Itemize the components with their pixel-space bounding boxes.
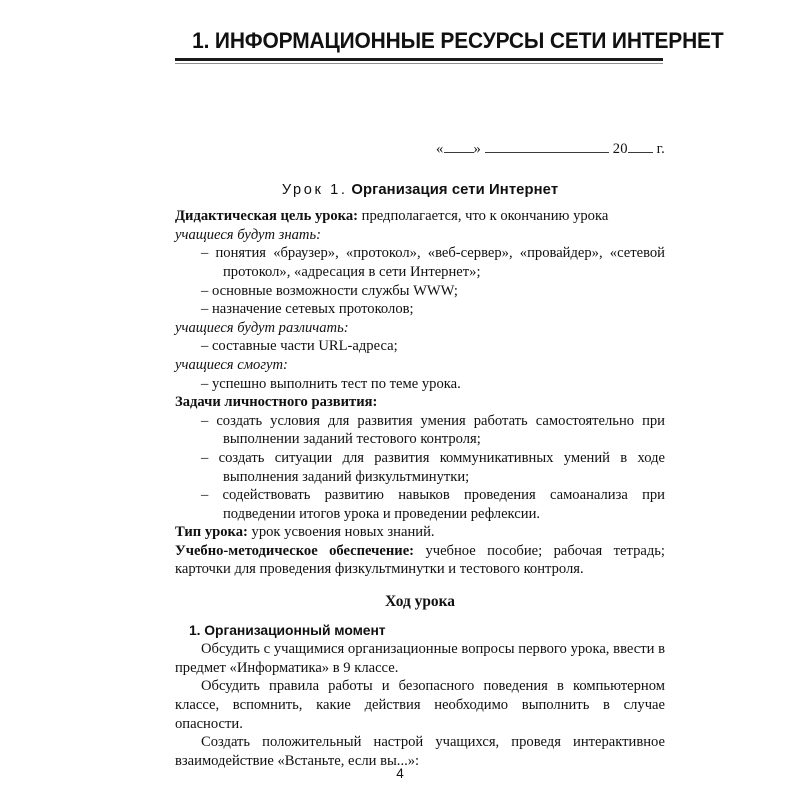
- chapter-title: 1. ИНФОРМАЦИОННЫЕ РЕСУРСЫ СЕТИ ИНТЕРНЕТ: [192, 28, 724, 53]
- aims-able-item: – успешно выполнить тест по теме урока.: [201, 375, 461, 392]
- lesson-title: Организация сети Интернет: [351, 181, 559, 198]
- date-month-blank[interactable]: [485, 152, 609, 153]
- date-open-quote: «: [436, 141, 444, 157]
- development-label: Задачи личностного развития:: [175, 394, 378, 411]
- aims-know-item: – понятия «браузер», «протокол», «веб-сервер», «провайдер», «сетевой протокол», «адресация в сети Интернет»;: [201, 245, 665, 280]
- lesson-type: [175, 523, 665, 542]
- chapter-header: [175, 28, 724, 64]
- aims-distinguish-label: учащиеся будут различать:: [175, 319, 349, 336]
- lesson-type-text: урок усвоения новых знаний.: [247, 524, 435, 541]
- development-item: – создать ситуации для развития коммуникативных умений в ходе выполнения заданий физкультминутки;: [201, 449, 665, 485]
- date-year-blank[interactable]: [628, 152, 653, 153]
- page-content: [175, 140, 665, 770]
- didactic-goal-label: Дидактическая цель урока:: [175, 208, 358, 225]
- page-number: 4: [396, 766, 404, 781]
- course-heading: Ход урока: [385, 593, 455, 611]
- aims-know-item: – назначение сетевых протоколов;: [201, 301, 414, 318]
- date-year-prefix: 20: [612, 141, 628, 157]
- aims-know-label: учащиеся будут знать:: [175, 226, 321, 243]
- development-item: – создать условия для развития умения работать самостоятельно при выполнении заданий тестового контроля;: [201, 412, 665, 448]
- lesson-heading: [175, 181, 665, 200]
- didactic-goal: [175, 207, 665, 226]
- materials-label: Учебно-методическое обеспечение:: [175, 542, 415, 559]
- aims-able-label: учащиеся смогут:: [175, 356, 288, 373]
- date-year-suffix: г.: [656, 141, 665, 157]
- course-paragraph: Создать положительный настрой учащихся, проведя интерактивное взаимодействие «Встаньте, если вы...»:: [175, 734, 665, 769]
- lesson-type-label: Тип урока:: [175, 524, 248, 541]
- aims-distinguish-item: – составные части URL-адреса;: [201, 338, 398, 355]
- course-paragraph: Обсудить с учащимися организационные вопросы первого урока, ввести в предмет «Информатика» в 9 классе.: [175, 641, 665, 676]
- chapter-rule-thin: [175, 63, 663, 65]
- date-day-blank[interactable]: [444, 152, 474, 153]
- aims-know-item: – основные возможности службы WWW;: [201, 282, 458, 299]
- lesson-label: Урок 1.: [281, 181, 348, 198]
- chapter-rule-thick: [175, 58, 663, 61]
- course-paragraph: Обсудить правила работы и безопасного поведения в компьютерном классе, вспомнить, какие действия необходимо выполнить в случае опасности.: [175, 678, 665, 732]
- didactic-goal-text: предполагается, что к окончанию урока: [358, 208, 609, 225]
- materials-text: учебное пособие; рабочая тетрадь; карточки для проведения физкультминутки и тестового контроля.: [175, 542, 665, 578]
- date-close-quote: »: [473, 141, 482, 157]
- course-step-1-heading: 1. Организационный момент: [189, 621, 386, 638]
- date-line: [175, 140, 665, 159]
- materials: [175, 542, 665, 579]
- development-item: – содействовать развитию навыков проведения самоанализа при подведении итогов урока и проведении рефлексии.: [201, 487, 665, 522]
